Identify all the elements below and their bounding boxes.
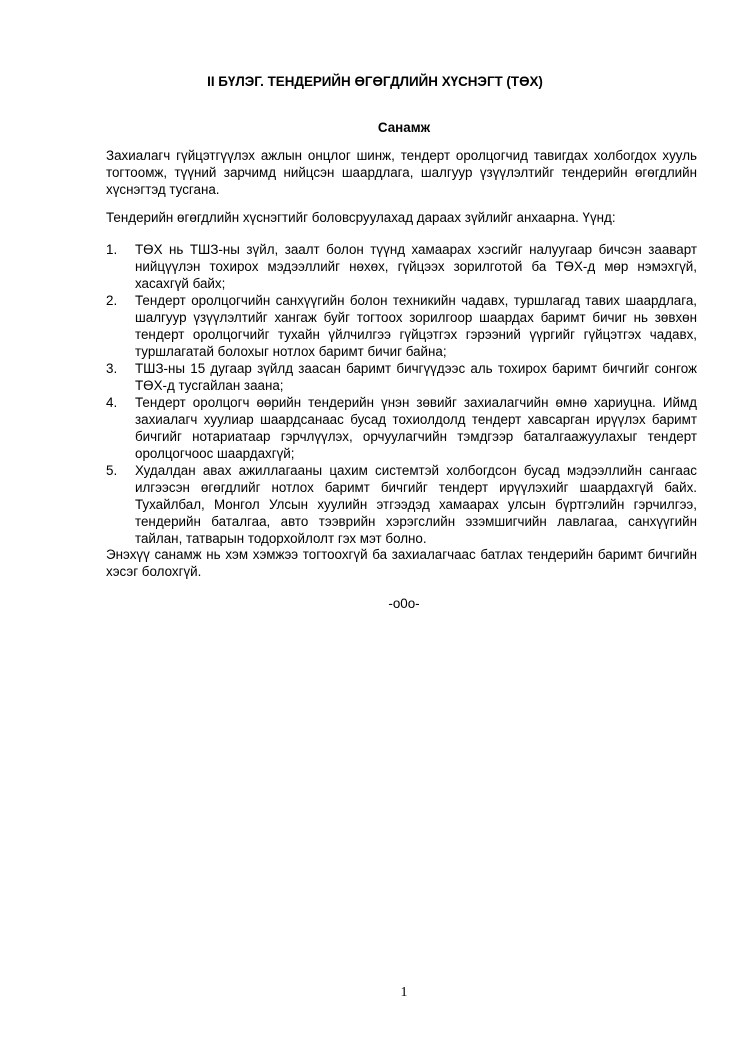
list-item-text: Тендерт оролцогчийн санхүүгийн болон техникийн чадавх, туршлагад тавих шаардлага, шалгуур үзүүлэлтийг хангаж буйг тогтоох зорилгоор шаардах баримт бичиг нь зөвхөн тендерт оролцогчийг тухайн үйлчилгээ гүйцэтгэх гэрээний үүргийг гүйцэтгэх чадавх, туршлагатай болохыг нотлох баримт бичиг байна; <box>135 293 697 359</box>
closing-paragraph: Энэхүү санамж нь хэм хэмжээ тогтоохгүй ба захиалагчаас батлах тендерийн баримт бичгийн хэсэг болохгүй. <box>106 547 697 579</box>
list-item-number: 2. <box>106 293 118 308</box>
note-heading: Санамж <box>377 120 431 135</box>
chapter-title: II БҮЛЭГ. ТЕНДЕРИЙН ӨГӨГДЛИЙН ХҮСНЭГТ (ТӨХ) <box>207 74 543 89</box>
list-item-number: 5. <box>106 463 118 478</box>
list-item-number: 1. <box>106 242 118 257</box>
list-item-number: 3. <box>106 361 118 376</box>
list-item-text: Худалдан авах ажиллагааны цахим системтэй холбогдсон бусад мэдээллийн сангаас илгээсэн өгөгдлийг нотлох баримт бичгийг тендерт ирүүлэхийг шаардахгүй байх. Тухайлбал, Монгол Улсын хуулийн этгээдэд хамаарах улсын бүртгэлийн гэрчилгээ, тендерийн баталгаа, авто тээврийн хэрэгслийн эзэмшигчийн лавлагаа, санхүүгийн тайлан, татварын тодорхойлолт гэх мэт болно. <box>135 463 697 546</box>
list-item-text: ТӨХ нь ТШЗ-ны зүйл, заалт болон түүнд хамаарах хэсгийг налуугаар бичсэн зааварт нийцүүлэн тохирох мэдээллийг нөхөх, гүйцээх зорилготой ба ТӨХ-д мөр нэмэхгүй, хасахгүй байх; <box>135 242 697 291</box>
list-item-text: Тендерт оролцогч өөрийн тендерийн үнэн зөвийг захиалагчийн өмнө хариуцна. Иймд захиалагч хуулиар шаардсанаас бусад тохиолдолд тендерт хавсарган ирүүлэх баримт бичгийг нотариатаар гэрчлүүлэх, орчуулагчийн тэмдгээр баталгаажуулахыг тендерт оролцогчоос шаардахгүй; <box>135 395 697 461</box>
list-item <box>106 360 697 394</box>
list-item <box>106 241 697 292</box>
page-number: 1 <box>400 985 408 1000</box>
list-item <box>106 462 697 547</box>
list-item <box>106 292 697 360</box>
requirements-list <box>106 241 697 547</box>
list-item-number: 4. <box>106 395 118 410</box>
end-mark: -o0o- <box>388 596 420 611</box>
lead-paragraph: Тендерийн өгөгдлийн хүснэгтийг боловсруулахад дараах зүйлийг анхаарна. Үүнд: <box>106 210 616 225</box>
list-item <box>106 394 697 462</box>
list-item-text: ТШЗ-ны 15 дугаар зүйлд заасан баримт бичгүүдээс аль тохирох баримт бичгийг сонгож ТӨХ-д тусгайлан заана; <box>135 361 697 393</box>
intro-paragraph: Захиалагч гүйцэтгүүлэх ажлын онцлог шинж, тендерт оролцогчид тавигдах холбогдох хууль тогтоомж, түүний зарчимд нийцсэн шаардлага, шалгуур үзүүлэлтийг тендерийн өгөгдлийн хүснэгтэд тусгана. <box>106 148 697 197</box>
